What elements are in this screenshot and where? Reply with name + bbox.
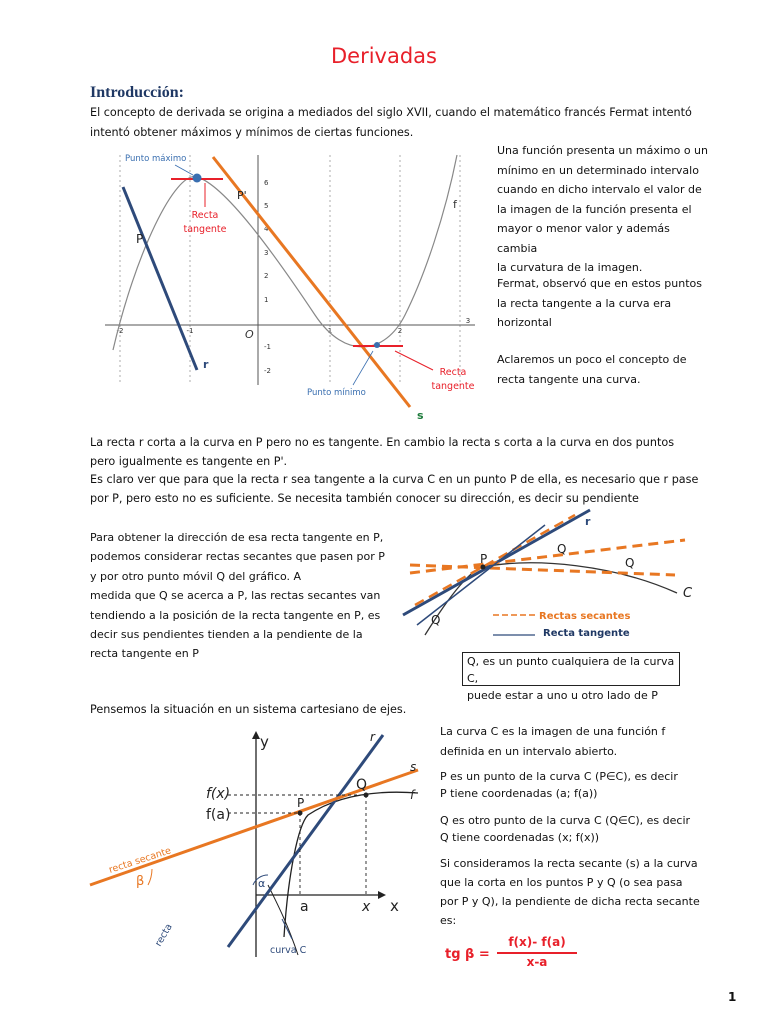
label-P: P: [480, 552, 488, 566]
point-P: [298, 811, 303, 816]
formula-numerator: f(x)- f(a): [508, 935, 566, 949]
secants-line: y por otro punto móvil Q del gráfico. A: [90, 569, 302, 583]
secant-3: [415, 515, 575, 605]
min-point: [374, 342, 380, 348]
tick-x: 1: [327, 327, 333, 335]
tick-y: -2: [264, 367, 271, 375]
curve-C: [284, 792, 418, 937]
side-line: P es un punto de la curva C (P∈C), es decir: [440, 770, 678, 783]
secants-paragraph: [90, 528, 390, 664]
side-line: Si consideramos la recta secante (s) a la curva: [440, 857, 698, 870]
side-line: Q tiene coordenadas (x; f(x)): [440, 831, 600, 844]
tick-y: 5: [264, 202, 269, 210]
label-P: P: [136, 232, 144, 246]
q-note-line: Q, es un punto cualquiera de la curva C,: [467, 655, 675, 685]
legend-tangent: Recta tangente: [543, 628, 630, 639]
secant-2: [410, 565, 675, 575]
intro-line: El concepto de derivada se origina a mediados del siglo XVII, cuando el matemático francés Fermat intentó: [90, 106, 692, 119]
tick-y: 3: [264, 249, 269, 257]
formula-denominator: x-a: [526, 955, 548, 969]
mid-line: La recta r corta a la curva en P pero no es tangente. En cambio la recta s corta a la curva en dos puntos: [90, 436, 675, 449]
label-curve: curva C: [270, 945, 307, 956]
label-a: a: [300, 899, 309, 915]
label-r: r: [370, 730, 375, 744]
side-line: P tiene coordenadas (a; f(a)): [440, 787, 598, 800]
side-line: Fermat, observó que en estos puntos: [497, 277, 702, 290]
label-C: C: [683, 586, 693, 601]
side-line: la recta tangente a la curva era: [497, 296, 672, 310]
label-Pprime: P': [237, 189, 247, 202]
side-paragraph-6: [440, 812, 740, 846]
secants-line: medida que Q se acerca a P, las rectas secantes van: [90, 589, 381, 603]
label-f: f: [453, 198, 457, 211]
guides: [228, 795, 366, 895]
side-line: Aclaremos un poco el concepto de: [497, 353, 687, 366]
max-point: [193, 174, 202, 183]
label-P: P: [297, 796, 305, 810]
label-alpha: α: [258, 877, 266, 890]
secants-line: tendiendo a la posición de la recta tangente en P, es: [90, 608, 381, 622]
cartesian-paragraph: Pensemos la situación en un sistema cartesiano de ejes.: [90, 703, 407, 716]
side-line: recta tangente una curva.: [497, 372, 641, 386]
label-Q: Q: [356, 777, 368, 793]
formula-lhs: tg β =: [445, 947, 490, 962]
label-min-arrow: [353, 351, 373, 385]
secants-line: podemos considerar rectas secantes que pasen por P: [90, 550, 385, 564]
label-recta: recta: [153, 921, 175, 949]
q-note-box: [462, 652, 680, 702]
slope-formula: [445, 935, 625, 975]
fraction-bar: [497, 952, 577, 954]
tangent-r: [228, 735, 383, 947]
page-title: Derivadas: [331, 44, 437, 68]
secants-line: Para obtener la dirección de esa recta tangente en P,: [90, 531, 384, 544]
tick-x: -2: [116, 327, 124, 335]
side-line: mayor o menor valor y además cambia: [497, 222, 670, 255]
tick-y: 4: [264, 225, 269, 233]
tick-y: -1: [264, 343, 271, 351]
secant-s: [90, 770, 418, 885]
label-fa: f(a): [206, 807, 231, 823]
side-paragraph-5: [440, 768, 740, 802]
mid-paragraph: [90, 434, 750, 508]
side-paragraph-7: [440, 854, 740, 930]
tick-x: -1: [186, 327, 194, 335]
beta-arc: [148, 869, 152, 885]
tangent-bottom-arrow: [395, 351, 433, 370]
label-x: x: [390, 897, 399, 915]
side-line: Q es otro punto de la curva C (Q∈C), es decir: [440, 814, 691, 827]
side-paragraph-2: [497, 274, 712, 333]
side-paragraph-4: [440, 722, 740, 761]
label-min: Punto mínimo: [307, 388, 366, 398]
figure-max-min: [95, 145, 485, 425]
tick-y: 1: [264, 296, 269, 304]
label-tangent-top-1: Recta: [191, 210, 219, 221]
side-line: definida en un intervalo abierto.: [440, 744, 618, 758]
side-line: la curvatura de la imagen.: [497, 261, 643, 274]
label-tangent-bottom-1: Recta: [439, 367, 467, 378]
intro-line: intentó obtener máximos y mínimos de ciertas funciones.: [90, 126, 414, 139]
label-Q: Q: [557, 542, 567, 556]
function-curve: [113, 155, 457, 350]
tick-y: 6: [264, 179, 269, 187]
side-line: Una función presenta un máximo o un: [497, 144, 709, 157]
label-tangent-bottom-2: tangente: [431, 381, 475, 392]
label-beta: β: [136, 874, 145, 889]
tick-y: 2: [264, 272, 269, 280]
origin-label: O: [245, 328, 254, 341]
mid-line: Es claro ver que para que la recta r sea tangente a la curva C en un punto P de ella, es necesario que r pase: [90, 473, 699, 486]
q-note-line: puede estar a uno u otro lado de P: [467, 689, 658, 702]
tick-x: 2: [397, 327, 403, 335]
secants-line: decir sus pendientes tienden a la pendiente de la: [90, 628, 363, 642]
mid-line: pero igualmente es tangente en P'.: [90, 454, 288, 468]
label-f: f: [410, 788, 415, 802]
label-xval: x: [362, 899, 371, 915]
secants-line: recta tangente en P: [90, 647, 199, 661]
x-axis-arrow: [378, 891, 386, 899]
point-Q: [364, 793, 369, 798]
label-y: y: [260, 733, 269, 751]
label-s: s: [417, 409, 424, 422]
label-secant: recta secante: [107, 845, 173, 876]
mid-line: por P, pero esto no es suficiente. Se necesita también conocer su dirección, es decir su pendiente: [90, 491, 639, 505]
side-paragraph-3: [497, 350, 712, 389]
side-line: por P y Q), la pendiente de dicha recta secante: [440, 895, 700, 908]
label-fx: f(x): [206, 786, 231, 802]
intro-paragraph: [90, 103, 750, 143]
tick-x: 3: [465, 317, 471, 325]
secant-4: [417, 525, 545, 625]
label-r: r: [585, 515, 591, 528]
intro-heading: Introducción:: [90, 84, 184, 101]
side-line: que la corta en los puntos P y Q (o sea pasa: [440, 876, 683, 889]
y-axis-arrow: [252, 731, 260, 739]
grid: [120, 155, 460, 385]
label-r: r: [203, 358, 209, 371]
figure-secants: [395, 505, 705, 645]
side-line: la imagen de la función presenta el: [497, 202, 692, 216]
side-line: es:: [440, 914, 457, 927]
label-max: Punto máximo: [125, 154, 187, 164]
label-Q: Q: [625, 556, 635, 570]
side-line: horizontal: [497, 316, 552, 329]
side-line: mínimo en un determinado intervalo: [497, 163, 699, 177]
label-Q: Q: [431, 613, 441, 627]
side-paragraph-1: [497, 141, 712, 278]
label-s: s: [410, 760, 417, 774]
side-line: La curva C es la imagen de una función f: [440, 725, 666, 738]
legend-secants: Rectas secantes: [539, 611, 631, 622]
figure-cartesian: [88, 725, 433, 965]
label-tangent-top-2: tangente: [183, 224, 227, 235]
side-line: cuando en dicho intervalo el valor de: [497, 183, 702, 196]
page-number: 1: [728, 990, 737, 1004]
